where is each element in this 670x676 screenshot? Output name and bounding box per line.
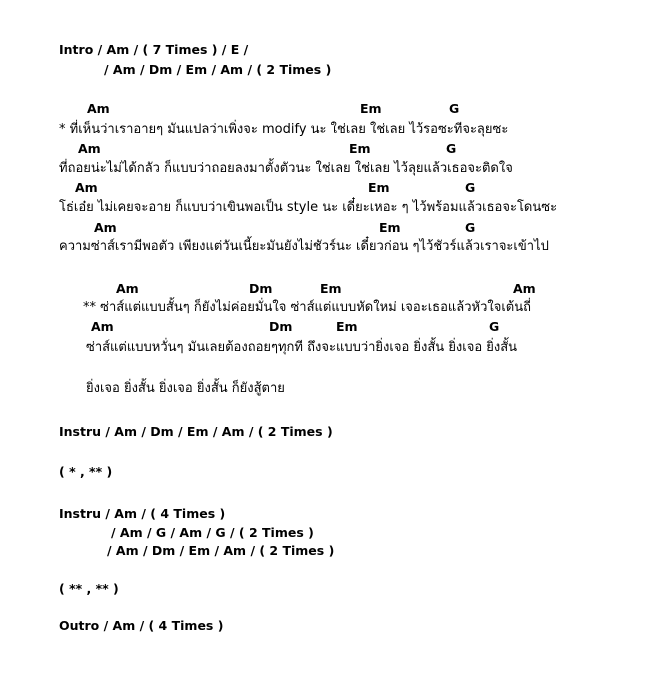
lyric-line: ** ซ่าส์แต่แบบสั้นๆ ก็ยังไม่ค่อยมั่นใจ ซ่าส์แต่แบบหัดใหม่ เจอะเธอแล้วหัวใจเต้นถี่ (83, 300, 531, 315)
chord-label: Em (320, 281, 342, 296)
lyric-line: ยิ่งเจอ ยิ่งสั้น ยิ่งเจอ ยิ่งสั้น ก็ยังสู้ตาย (86, 381, 285, 396)
chord-label: G (449, 101, 460, 116)
chord-label: Dm (269, 319, 293, 334)
chord-label: Em (336, 319, 358, 334)
chord-label: Am (513, 281, 536, 296)
chord-label: Dm (249, 281, 273, 296)
instru-line: / Am / G / Am / G / ( 2 Times ) (111, 525, 314, 540)
chord-label: G (446, 141, 457, 156)
chord-label: Am (94, 220, 117, 235)
outro-line: Outro / Am / ( 4 Times ) (59, 618, 224, 633)
chord-label: Am (87, 101, 110, 116)
chord-label: G (465, 220, 476, 235)
lyric-line: ซ่าส์แต่แบบหวั่นๆ มันเลยต้องถอยๆทุกที ถึงจะแบบว่ายิ่งเจอ ยิ่งสั้น ยิ่งเจอ ยิ่งสั้น (86, 340, 518, 355)
chord-label: Em (379, 220, 401, 235)
instru-line: Instru / Am / ( 4 Times ) (59, 506, 226, 521)
repeat-marker: ( * , ** ) (59, 464, 113, 479)
repeat-marker: ( ** , ** ) (59, 581, 119, 596)
lyric-line: โธ่เอ๋ย ไม่เคยจะอาย ก็แบบว่าเขินพอเป็น style นะ เดี๋ยะเหอะ ๆ ไว้พร้อมแล้วเธอจะโดนซะ (59, 200, 558, 215)
chord-label: Am (78, 141, 101, 156)
chord-label: Em (360, 101, 382, 116)
lyric-line: * ที่เห็นว่าเราอายๆ มันแปลว่าเพิ่งจะ modify นะ ใช่เลย ใช่เลย ไว้รอซะทีจะลุยซะ (59, 122, 509, 137)
intro-line-1: Intro / Am / ( 7 Times ) / E / (59, 42, 249, 57)
chord-label: Em (349, 141, 371, 156)
intro-line-2: / Am / Dm / Em / Am / ( 2 Times ) (104, 62, 332, 77)
chord-label: G (489, 319, 500, 334)
chord-label: Em (368, 180, 390, 195)
chord-label: Am (91, 319, 114, 334)
lyric-line: ความซ่าส์เรามีพอตัว เพียงแต่วันเนี้ยะมันยังไม่ชัวร์นะ เดี๋ยวก่อน ๆไว้ชัวร์แล้วเราจะเข้าไป (59, 239, 549, 254)
instru-line: Instru / Am / Dm / Em / Am / ( 2 Times ) (59, 424, 333, 439)
chord-label: Am (116, 281, 139, 296)
chord-label: Am (75, 180, 98, 195)
instru-line: / Am / Dm / Em / Am / ( 2 Times ) (107, 543, 335, 558)
chord-label: G (465, 180, 476, 195)
lyric-line: ที่ถอยน่ะไม่ได้กลัว ก็แบบว่าถอยลงมาตั้งตัวนะ ใช่เลย ใช่เลย ไว้ลุยแล้วเธอจะติดใจ (59, 161, 513, 176)
